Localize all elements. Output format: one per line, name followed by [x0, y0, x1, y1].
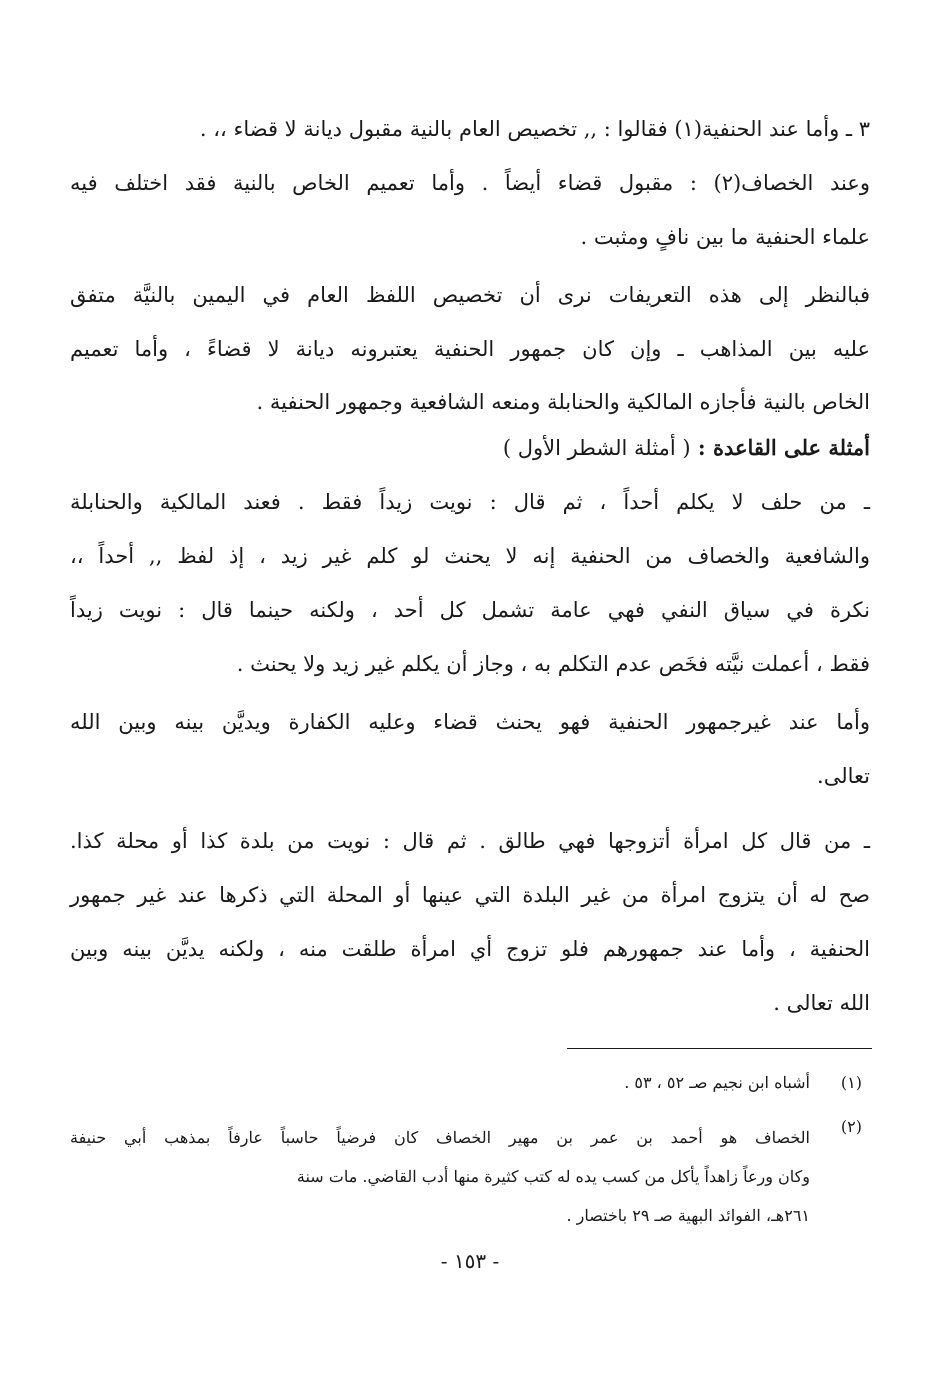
paragraph-2-line-3: الخاص بالنية فأجازه المالكية والحنابلة ومنعه الشافعية وجمهور الحنفية . [256, 390, 870, 414]
paragraph-3-line-2: والشافعية والخصاف من الحنفية إنه لا يحنث لو كلم غير زيد ، إذ لفظ ,, أحداً ،، [70, 544, 870, 568]
page-number: - ١٥٣ - [440, 1249, 500, 1273]
paragraph-1-line-3: علماء الحنفية ما بين نافٍ ومثبت . [580, 225, 870, 249]
paragraph-5-line-2: صح له أن يتزوج امرأة من غير البلدة التي عينها أو المحلة التي ذكرها عند غير جمهور [70, 883, 870, 907]
paragraph-1-line-2: وعند الخصاف(٢) : مقبول قضاء أيضاً . وأما تعميم الخاص بالنية فقد اختلف فيه [70, 171, 870, 195]
footnote-separator [567, 1048, 872, 1049]
paragraph-5-line-4: الله تعالى . [773, 991, 870, 1015]
footnote-1-number: (١) [840, 1073, 862, 1092]
section-heading-main: أمثلة على القاعدة : [697, 435, 870, 460]
paragraph-3-line-3: نكرة في سياق النفي فهي عامة تشمل كل أحد ، ولكنه حينما قال : نويت زيداً [70, 598, 870, 622]
paragraph-4-line-1: وأما عند غيرجمهور الحنفية فهو يحنث قضاء وعليه الكفارة ويديَّن بينه وبين الله [70, 710, 870, 734]
paragraph-2-line-2: عليه بين المذاهب ـ وإن كان جمهور الحنفية يعتبرونه ديانة لا قضاءً ، وأما تعميم [70, 337, 870, 361]
paragraph-2-line-1: فبالنظر إلى هذه التعريفات نرى أن تخصيص اللفظ العام في اليمين بالنيَّة متفق [70, 283, 870, 307]
paragraph-5-line-1: ـ من قال كل امرأة أتزوجها فهي طالق . ثم قال : نويت من بلدة كذا أو محلة كذا. [70, 829, 870, 853]
footnote-2-number: (٢) [840, 1117, 862, 1136]
paragraph-1-line-1: ٣ ـ وأما عند الحنفية(١) فقالوا : ,, تخصيص العام بالنية مقبول ديانة لا قضاء ،، . [199, 117, 870, 141]
paragraph-5-line-3: الحنفية ، وأما عند جمهورهم فلو تزوج أي امرأة طلقت منه ، ولكنه يديَّن بينه وبين [70, 937, 870, 961]
section-heading [70, 433, 870, 463]
footnote-1-line-1: أشباه ابن نجيم صـ ٥٢ ، ٥٣ . [624, 1073, 810, 1092]
footnote-2-line-2: وكان ورعاً زاهداً يأكل من كسب يده له كتب كثيرة منها أدب القاضي. مات سنة [296, 1167, 810, 1186]
section-heading-sub: ( أمثلة الشطر الأول ) [502, 436, 691, 460]
footnote-2-line-3: ٢٦١هـ، الفوائد البهية صـ ٢٩ باختصار . [566, 1206, 810, 1225]
paragraph-4-line-2: تعالى. [817, 764, 870, 788]
paragraph-3-line-4: فقط ، أعملت نيَّته فخَص عدم التكلم به ، وجاز أن يكلم غير زيد ولا يحنث . [236, 652, 870, 676]
paragraph-3-line-1: ـ من حلف لا يكلم أحداً ، ثم قال : نويت زيداً فقط . فعند المالكية والحنابلة [70, 490, 870, 514]
footnote-2-line-1: الخصاف هو أحمد بن عمر بن مهير الخصاف كان فرضياً حاسباً عارفاً بمذهب أبي حنيفة [70, 1128, 810, 1147]
